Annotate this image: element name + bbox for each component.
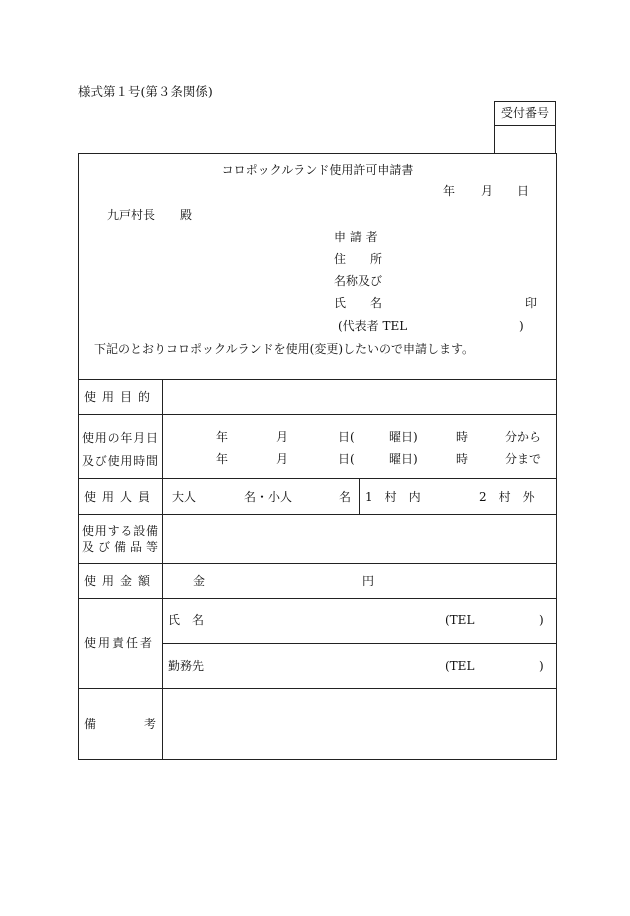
applicant-label: 申 請 者 <box>334 230 378 244</box>
out-village-option[interactable]: 2 村 外 <box>479 490 535 504</box>
remarks-field[interactable] <box>168 694 548 754</box>
addressee: 九戸村長 <box>107 208 156 222</box>
rep-tel-open: (代表者 TEL <box>338 319 408 333</box>
dt2-year: 年 <box>216 452 229 466</box>
row-line <box>78 563 557 564</box>
responsible-tel-open: (TEL <box>445 613 475 627</box>
remarks-label: 備 考 <box>84 717 156 731</box>
row-line <box>78 598 557 599</box>
purpose-label: 使用目的 <box>84 390 157 404</box>
row-line <box>78 414 557 415</box>
workplace-tel-open: (TEL <box>445 659 475 673</box>
receipt-divider <box>494 125 556 126</box>
dt1-minute: 分から <box>505 430 542 444</box>
row-line <box>78 478 557 479</box>
dt2-hour: 時 <box>456 452 469 466</box>
dt1-weekday: 曜日) <box>389 430 418 444</box>
workplace-label: 勤務先 <box>168 659 205 673</box>
dt1-hour: 時 <box>456 430 469 444</box>
receipt-label: 受付番号 <box>500 106 549 120</box>
people-unit: 名 <box>339 490 352 504</box>
honorific: 殿 <box>180 208 193 222</box>
equipment-label-line1: 使 用 す る 設 備 <box>82 524 158 538</box>
workplace-tel-close: ) <box>539 659 544 673</box>
people-divider <box>359 478 360 514</box>
fee-unit: 円 <box>362 574 375 588</box>
row-line <box>78 514 557 515</box>
form-title: コロポックルランド使用許可申請書 <box>221 163 414 177</box>
dt1-year: 年 <box>216 430 229 444</box>
dt1-month: 月 <box>276 430 289 444</box>
seal-mark: 印 <box>525 296 538 310</box>
dt2-weekday: 曜日) <box>389 452 418 466</box>
fee-prefix: 金 <box>193 574 206 588</box>
dt2-month: 月 <box>276 452 289 466</box>
datetime-label-line2: 及 び 使 用 時 間 <box>82 454 158 468</box>
date-year-label: 年 <box>443 184 456 198</box>
form-id: 様式第１号(第３条関係) <box>78 84 213 99</box>
datetime-label-line1: 使 用 の 年 月 日 <box>82 431 158 445</box>
fee-label: 使用金額 <box>84 574 157 588</box>
responsible-name-label: 氏 名 <box>168 613 205 627</box>
equipment-label-line2: 及 び 備 品 等 <box>82 540 158 554</box>
dt2-day: 日( <box>338 452 355 466</box>
address-label: 住 所 <box>334 252 383 266</box>
children-label: 名・小人 <box>244 490 293 504</box>
statement: 下記のとおりコロポックルランドを使用(変更)したいので申請します。 <box>94 342 475 356</box>
people-label: 使用人員 <box>84 490 157 504</box>
responsible-label: 使用責任者 <box>84 636 155 650</box>
equipment-field[interactable] <box>168 520 548 558</box>
row-line <box>78 379 557 380</box>
purpose-field[interactable] <box>168 386 548 408</box>
receipt-number-field[interactable] <box>500 131 550 149</box>
label-column-divider <box>162 379 163 760</box>
in-village-option[interactable]: 1 村 内 <box>365 490 421 504</box>
adults-label: 大人 <box>172 490 197 504</box>
row-line <box>78 688 557 689</box>
date-month-label: 月 <box>481 184 494 198</box>
row-line <box>162 643 557 644</box>
dt2-minute: 分まで <box>505 452 542 466</box>
responsible-tel-close: ) <box>539 613 544 627</box>
name-and-label: 名称及び <box>334 274 383 288</box>
date-day-label: 日 <box>517 184 530 198</box>
rep-tel-close: ) <box>519 319 524 333</box>
dt1-day: 日( <box>338 430 355 444</box>
name-label: 氏 名 <box>334 296 383 310</box>
